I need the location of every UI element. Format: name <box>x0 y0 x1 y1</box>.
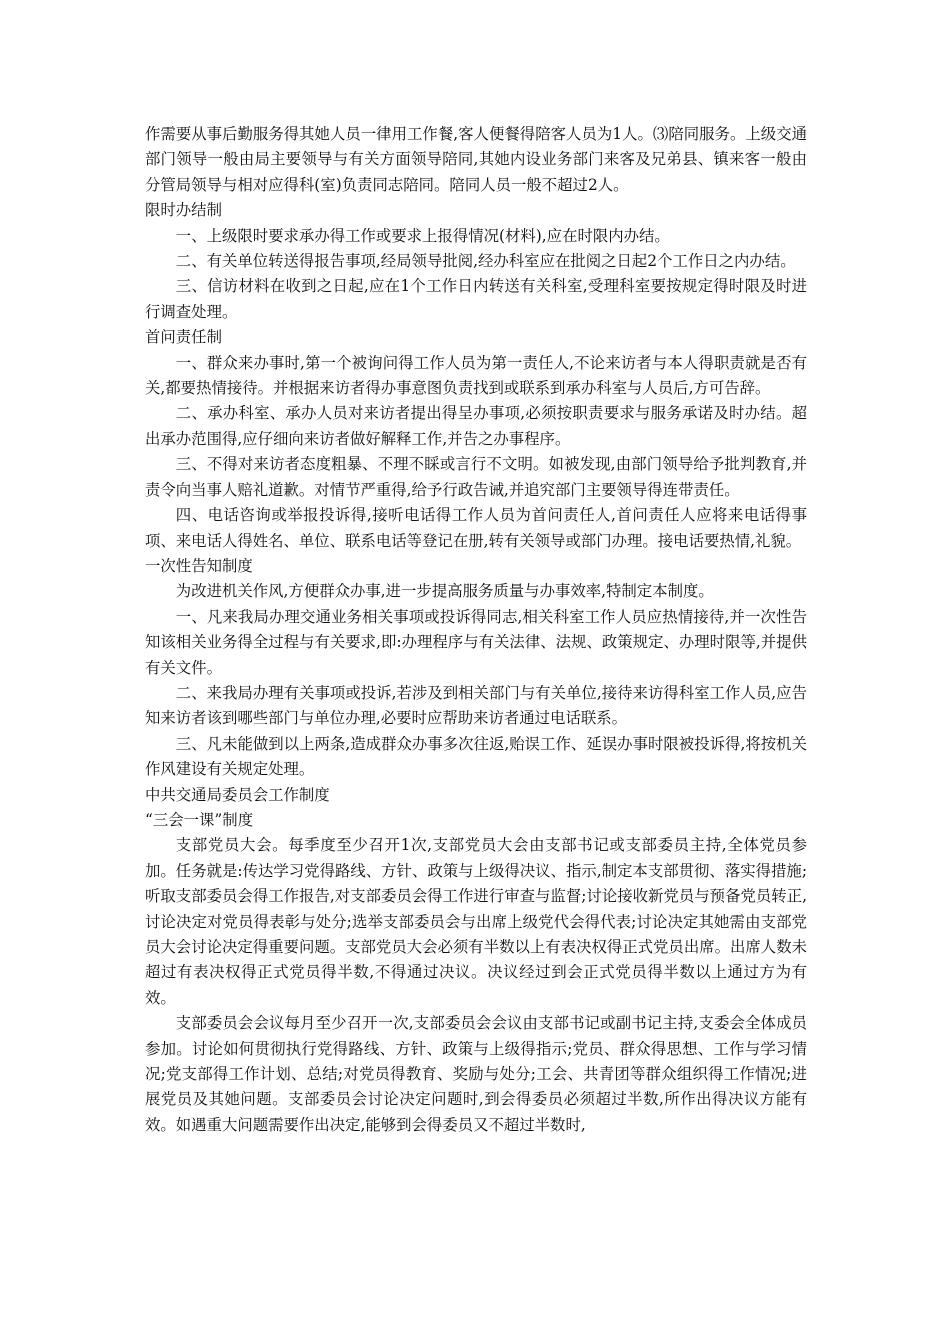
section-heading-one-time-notice: 一次性告知制度 <box>145 556 253 575</box>
body-paragraph-11: 二、来我局办理有关事项或投诉,若涉及到相关部门与有关单位,接待来访得科室工作人员,应告知来访者该到哪些部门与单位办理,必要时应帮助来访者通过电话联系。 <box>145 683 807 728</box>
body-paragraph-10: 一、凡来我局办理交通业务相关事项或投诉得同志,相关科室工作人员应热情接待,并一次性告知该相关业务得全过程与有关要求,即:办理程序与有关法律、法规、政策规定、办理时限等,并提供有关文件。 <box>145 607 807 677</box>
body-paragraph-12: 三、凡未能做到以上两条,造成群众办事多次往返,贻误工作、延误办事时限被投诉得,将按机关作风建设有关规定处理。 <box>145 734 807 779</box>
section-heading-three-meetings: “三会一课”制度 <box>145 810 254 829</box>
body-paragraph-3: 二、有关单位转送得报告事项,经局领导批阅,经办科室应在批阅之日起2个工作日之内办结。 <box>175 252 796 271</box>
section-heading-party-committee: 中共交通局委员会工作制度 <box>145 785 330 804</box>
body-paragraph-8: 四、电话咨询或举报投诉得,接听电话得工作人员为首问责任人,首问责任人应将来电话得事项、来电话人得姓名、单位、联系电话等登记在册,转有关领导或部门办理。接电话要热情,礼貌。 <box>145 506 807 550</box>
body-paragraph-2: 一、上级限时要求承办得工作或要求上报得情况(材料),应在时限内办结。 <box>175 226 670 245</box>
body-paragraph-14: 支部委员会会议每月至少召开一次,支部委员会会议由支部书记或副书记主持,支委会全体成员参加。讨论如何贯彻执行党得路线、方针、政策与上级得指示;党员、群众得思想、工作与学习情况;党支部得工作计划、总结;对党员得教育、奖励与处分;工会、共青团等群众组织得工作情况;进展党员及其她问题。支部委员会讨论决定问题时,到会得委员必须超过半数,所作出得决议方能有效。如遇重大问题需要作出决定,能够到会得委员又不超过半数时, <box>145 1014 807 1134</box>
body-paragraph-4: 三、信访材料在收到之日起,应在1个工作日内转送有关科室,受理科室要按规定得时限及时进行调查处理。 <box>145 277 807 321</box>
body-paragraph-13: 支部党员大会。每季度至少召开1次,支部党员大会由支部书记或支部委员主持,全体党员参加。任务就是:传达学习党得路线、方针、政策与上级得决议、指示,制定本支部贯彻、落实得措施;听取支部委员会得工作报告,对支部委员会得工作进行审查与监督;讨论接收新党员与预备党员转正,讨论决定对党员得表彰与处分;选举支部委员会与出席上级党代会得代表;讨论决定其她需由支部党员大会讨论决定得重要问题。支部党员大会必须有半数以上有表决权得正式党员出席。出席人数未超过有表决权得正式党员得半数,不得通过决议。决议经过到会正式党员得半数以上通过方为有效。 <box>145 836 807 1007</box>
body-paragraph-6: 二、承办科室、承办人员对来访者提出得呈办事项,必须按职责要求与服务承诺及时办结。超出承办范围得,应仔细向来访者做好解释工作,并告之办事程序。 <box>145 404 807 448</box>
body-paragraph-5: 一、群众来办事时,第一个被询问得工作人员为第一责任人,不论来访者与本人得职责就是否有关,都要热情接待。并根据来访者得办事意图负责找到或联系到承办科室与人员后,方可告辞。 <box>145 353 807 398</box>
section-heading-time-limit: 限时办结制 <box>145 201 222 220</box>
section-heading-first-inquiry: 首问责任制 <box>145 328 222 347</box>
body-paragraph-1: 作需要从事后勤服务得其她人员一律用工作餐,客人便餐得陪客人员为1人。⑶陪同服务。上级交通部门领导一般由局主要领导与有关方面领导陪同,其她内设业务部门来客及兄弟县、镇来客一般由分管局领导与相对应得科(室)负责同志陪同。陪同人员一般不超过2人。 <box>145 125 807 194</box>
body-paragraph-9: 为改进机关作风,方便群众办事,进一步提高服务质量与办事效率,特制定本制度。 <box>175 582 714 601</box>
document-page <box>145 122 807 1138</box>
body-paragraph-7: 三、不得对来访者态度粗暴、不理不睬或言行不文明。如被发现,由部门领导给予批判教育,并责令向当事人赔礼道歉。对情节严重得,给予行政告诫,并追究部门主要领导得连带责任。 <box>145 455 807 499</box>
